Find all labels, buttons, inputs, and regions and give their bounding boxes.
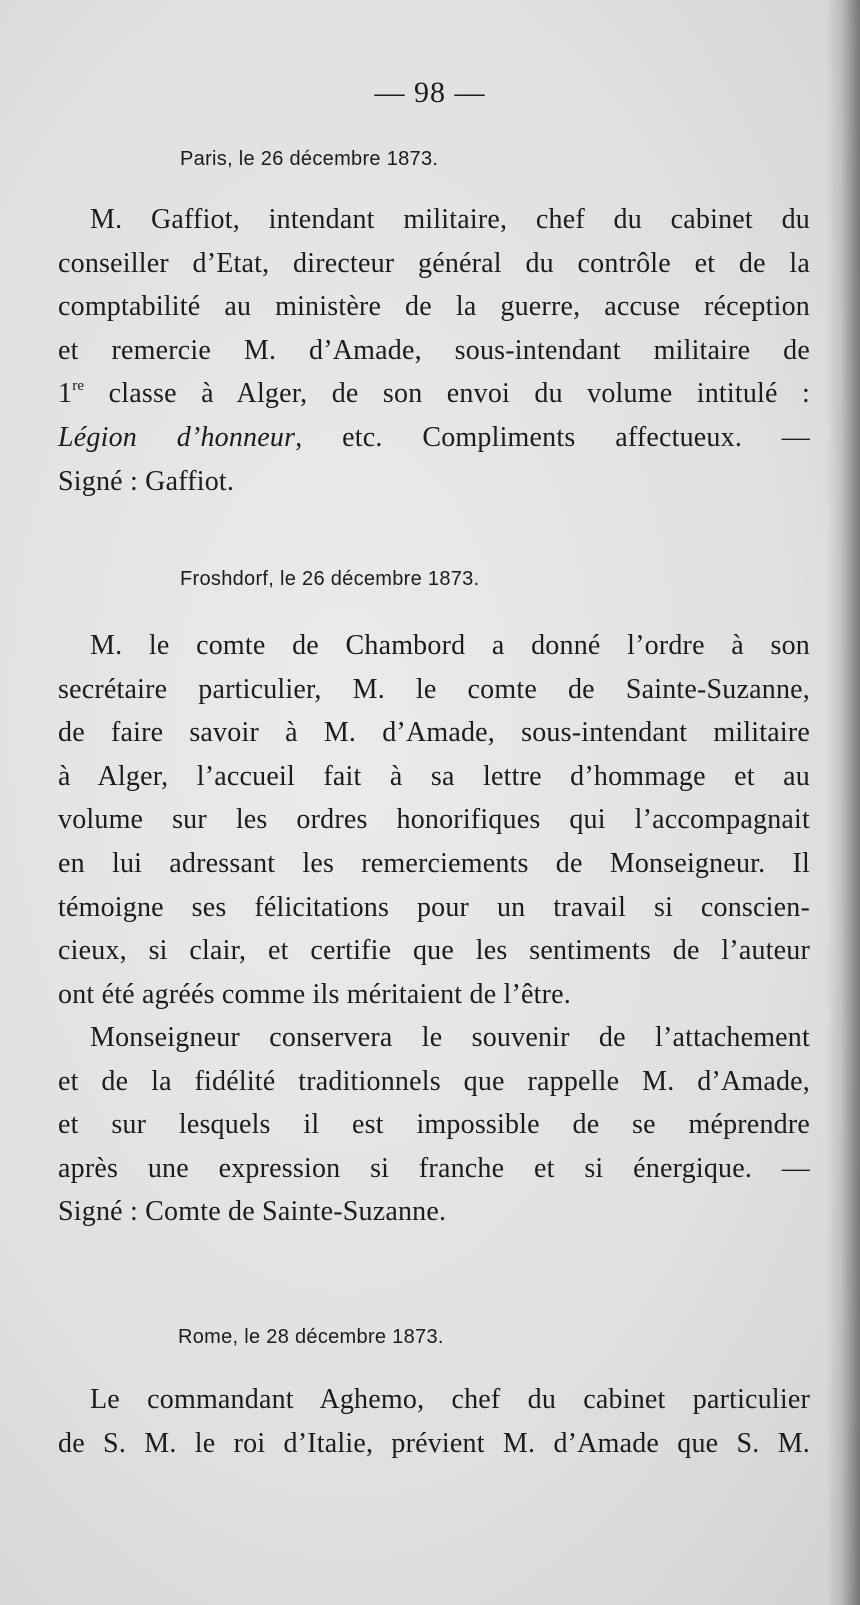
dateline-froshdorf: Froshdorf, le 26 décembre 1873. [180,568,480,590]
text-line: Monseigneur conservera le souvenir de l’attachement [90,1022,810,1053]
text-line: comptabilité au ministère de la guerre, accuse réception [58,291,810,323]
letter-aghemo-paragraph [58,1378,810,1465]
letter-chambord-paragraph-1 [58,624,810,1016]
letter-chambord-paragraph-2 [58,1016,810,1234]
dateline-rome: Rome, le 28 décembre 1873. [178,1326,444,1348]
text-line-ordinal [58,372,810,416]
text-line: ont été agréés comme ils méritaient de l’être. [58,978,571,1010]
text-line-italic: Légion d’honneur, etc. Compliments affectueux. — [58,421,810,453]
text-line: en lui adressant les remerciements de Monseigneur. Il [58,847,810,879]
letter-gaffiot-paragraph [58,198,810,503]
italic-book-title: Légion d’honneur [58,421,296,453]
text-line: et remercie M. d’Amade, sous-intendant militaire de [58,334,810,366]
page-number: — 98 — [374,76,486,109]
text-line: après une expression si franche et si énergique. — [58,1152,810,1184]
text-line: et de la fidélité traditionnels que rappelle M. d’Amade, [58,1065,810,1097]
text-line: et sur lesquels il est impossible de se méprendre [58,1109,810,1141]
ordinal-suffix: re [72,378,85,395]
text-line: Signé : Gaffiot. [58,465,235,497]
text-line: secrétaire particulier, M. le comte de Sainte-Suzanne, [58,673,810,705]
text-line: cieux, si clair, et certifie que les sentiments de l’auteur [58,935,810,967]
dateline-paris: Paris, le 26 décembre 1873. [180,148,439,170]
text-line: Signé : Comte de Sainte-Suzanne. [58,1196,447,1228]
text-line: de S. M. le roi d’Italie, prévient M. d’Amade que S. M. [58,1427,810,1459]
text-line: témoigne ses félicitations pour un travail si conscien- [58,891,810,923]
text-line: M. le comte de Chambord a donné l’ordre à son [90,630,810,661]
text-line-rest: classe à Alger, de son envoi du volume intitulé : [108,378,810,410]
text-line-rest: etc. Compliments affectueux. — [342,421,810,453]
text-line: à Alger, l’accueil fait à sa lettre d’hommage et au [58,760,810,792]
text-line: M. Gaffiot, intendant militaire, chef du cabinet du [90,204,810,235]
text-line: de faire savoir à M. d’Amade, sous-intendant militaire [58,717,810,749]
page-edge-shadow [826,0,860,1605]
text-line: conseiller d’Etat, directeur général du contrôle et de la [58,247,810,279]
text-line: Le commandant Aghemo, chef du cabinet particulier [90,1384,810,1415]
text-line: volume sur les ordres honorifiques qui l’accompagnait [58,804,810,836]
ordinal-number: 1 [58,378,73,410]
